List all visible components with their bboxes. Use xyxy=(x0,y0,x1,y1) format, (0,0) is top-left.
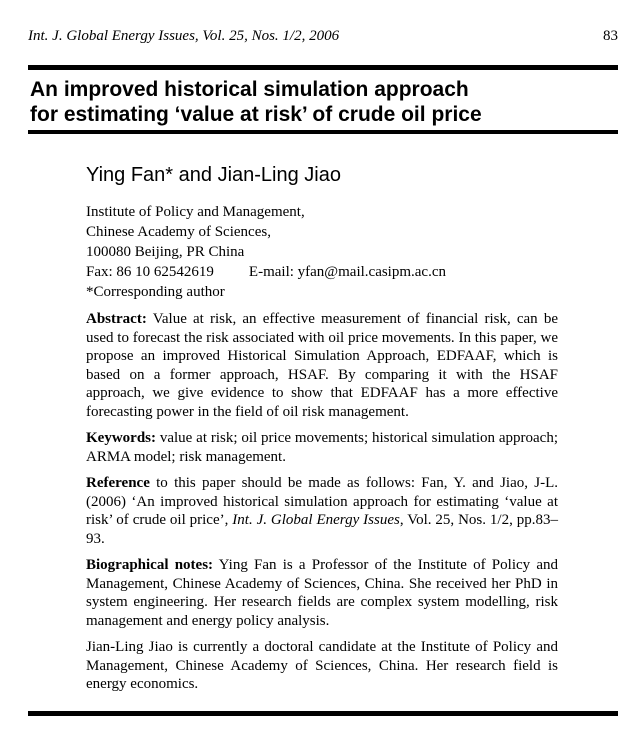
bottom-rule xyxy=(28,711,618,716)
affiliation-institute: Institute of Policy and Management, xyxy=(86,204,305,220)
article-title xyxy=(30,77,590,127)
keywords-text: value at risk; oil price movements; historical simulation approach; ARMA model; risk management. xyxy=(86,430,558,465)
affiliation-block xyxy=(86,202,558,302)
title-separator-rule xyxy=(28,130,618,134)
top-rule xyxy=(28,65,618,70)
corresponding-author-note: *Corresponding author xyxy=(86,284,225,300)
page-number: 83 xyxy=(603,28,618,44)
email-address: E-mail: yfan@mail.casipm.ac.cn xyxy=(248,264,446,280)
reference-paragraph xyxy=(86,474,558,548)
fax-number: Fax: 86 10 62542619 xyxy=(86,264,214,280)
reference-journal-name: Int. J. Global Energy Issues xyxy=(232,512,400,528)
article-title-line2: for estimating ‘value at risk’ of crude oil price xyxy=(30,103,482,126)
author-names: Ying Fan* and Jian-Ling Jiao xyxy=(86,164,341,186)
biographical-notes-text: Ying Fan is a Professor of the Institute of Policy and Management, Chinese Academy of Sciences, China. She received her PhD in system engineering. Her research fields are complex system modelling, risk management and energy policy analysis. xyxy=(86,557,558,629)
body-column xyxy=(86,163,558,694)
abstract-paragraph xyxy=(86,310,558,421)
reference-text-pre: to this paper should be made as follows: Fan, Y. and Jiao, J-L. (2006) ‘An improved historical simulation approach for estimating ‘value at risk’ of crude oil price’, xyxy=(86,475,558,528)
journal-citation-header: Int. J. Global Energy Issues, Vol. 25, Nos. 1/2, 2006 xyxy=(28,28,340,44)
contact-line xyxy=(86,262,558,282)
abstract-text: Value at risk, an effective measurement of financial risk, can be used to forecast the risk associated with oil price movements. In this paper, we propose an improved Historical Simulation Approach, EDFAAF, which is based on a former approach, HSAF. By comparing it with the HSAF approach, we give evidence to show that EDFAAF has a more effective forecasting power in the field of oil risk management. xyxy=(86,311,558,420)
biographical-notes-text-2: Jian-Ling Jiao is currently a doctoral candidate at the Institute of Policy and Management, Chinese Academy of Sciences, China. Her research field is energy economics. xyxy=(86,639,558,692)
abstract-label: Abstract: xyxy=(86,311,147,327)
article-title-line1: An improved historical simulation approach xyxy=(30,78,469,101)
affiliation-academy: Chinese Academy of Sciences, xyxy=(86,224,271,240)
reference-text-post: , Vol. 25, Nos. 1/2, pp.83–93. xyxy=(86,512,558,547)
keywords-paragraph xyxy=(86,429,558,466)
keywords-label: Keywords: xyxy=(86,430,156,446)
biographical-notes-paragraph xyxy=(86,556,558,630)
biographical-notes-paragraph-2 xyxy=(86,638,558,694)
biographical-notes-label: Biographical notes: xyxy=(86,557,214,573)
running-header xyxy=(28,27,618,46)
reference-label: Reference xyxy=(86,475,150,491)
affiliation-city: 100080 Beijing, PR China xyxy=(86,244,245,260)
